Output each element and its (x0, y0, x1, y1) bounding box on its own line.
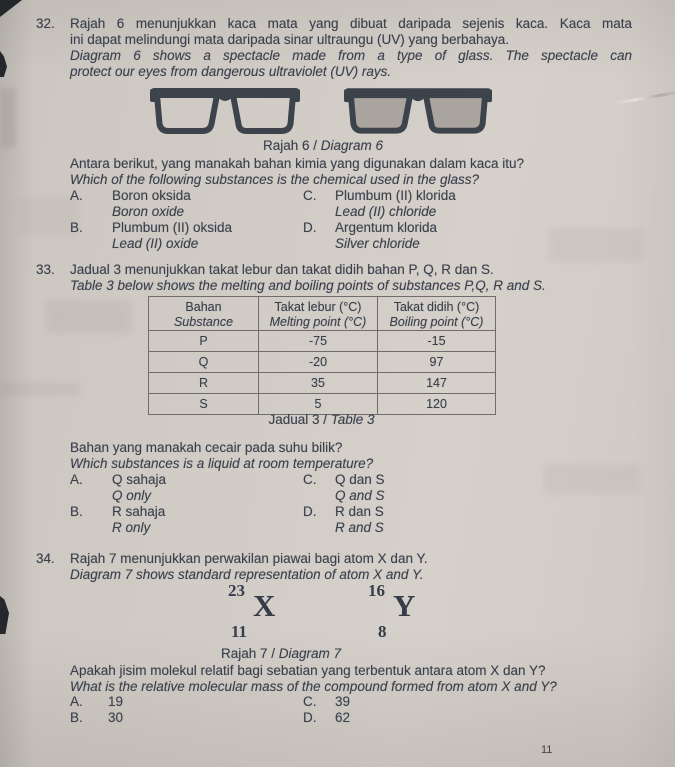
atomic-number: 11 (231, 622, 248, 641)
table-cell: 5 (259, 394, 378, 415)
table-cell: S (149, 394, 259, 415)
option-text-en: Q only (112, 488, 152, 503)
page-number: 11 (541, 744, 553, 756)
table-cell: -75 (259, 331, 378, 352)
option-text-ms: Plumbum (II) klorida (335, 188, 456, 203)
question-number-33: 33. (36, 262, 55, 277)
show-through-mark (0, 88, 16, 148)
table-cell: P (149, 331, 259, 352)
q33-option-c (303, 472, 385, 504)
header-substance (149, 297, 259, 331)
q33-option-a (70, 472, 166, 504)
option-text-ms: Plumbum (II) oksida (112, 220, 233, 235)
option-label: D. (303, 710, 317, 725)
show-through-mark (0, 382, 80, 396)
q34-intro-ms: Rajah 7 menunjukkan perwakilan piawai bagi atom X dan Y. (70, 551, 428, 566)
melting-boiling-table (148, 296, 496, 415)
table-cell: -20 (259, 352, 378, 373)
header-en: Melting point (°C) (269, 314, 367, 329)
option-text-ms: Argentum klorida (335, 220, 438, 235)
q32-intro-en-line2: protect our eyes from dangerous ultraviolet (UV) rays. (70, 64, 392, 79)
q33-intro-ms: Jadual 3 menunjukkan takat lebur dan takat didih bahan P, Q, R dan S. (70, 262, 494, 277)
q34-question-ms: Apakah jisim molekul relatif bagi sebatian yang terbentuk antara atom X dan Y? (70, 663, 546, 678)
option-text-en: Q and S (335, 488, 385, 503)
option-value: 30 (108, 710, 124, 725)
q32-question-ms: Antara berikut, yang manakah bahan kimia yang digunakan dalam kaca itu? (70, 156, 525, 171)
header-boiling-point (378, 297, 496, 331)
option-text-en: R and S (335, 520, 384, 535)
photo-edge-shadow (0, 596, 9, 634)
table-row (149, 331, 496, 352)
table-3-caption (148, 412, 495, 428)
element-symbol: X (253, 588, 276, 623)
option-label: B. (70, 220, 83, 235)
option-label: B. (70, 710, 83, 725)
option-text-ms: Boron oksida (112, 188, 191, 203)
option-label: A. (70, 472, 83, 487)
table-row (149, 352, 496, 373)
diagram-6-caption (70, 138, 576, 154)
caption-ms: Jadual 3 / (268, 412, 331, 427)
q34-option-b (70, 710, 123, 726)
q32-option-a (70, 188, 191, 220)
option-text-en: Boron oxide (112, 204, 185, 219)
caption-ms: Rajah 6 / (262, 138, 321, 153)
question-number-32: 32. (36, 16, 55, 31)
q34-option-a (70, 694, 123, 710)
table-cell: 97 (378, 352, 496, 373)
atom-y-notation (368, 582, 440, 644)
option-value: 39 (335, 694, 351, 709)
element-symbol: Y (393, 588, 416, 623)
q32-intro-en-line1: Diagram 6 shows a spectacle made from a type of glass. The spectacle can (70, 48, 632, 63)
header-en: Substance (173, 314, 234, 329)
q33-question-ms: Bahan yang manakah cecair pada suhu bilik? (70, 440, 343, 455)
q34-option-c (303, 694, 350, 710)
caption-ms: Rajah 7 / (220, 646, 279, 661)
caption-en: Table 3 (330, 412, 375, 427)
option-text-ms: R dan S (335, 504, 384, 519)
q33-option-d (303, 504, 384, 536)
q32-intro-ms-line1: Rajah 6 menunjukkan kaca mata yang dibuat daripada sejenis kaca. Kaca mata (70, 16, 632, 31)
q33-option-b (70, 504, 165, 536)
q32-question-en: Which of the following substances is the chemical used in the glass? (70, 172, 479, 187)
option-label: C. (303, 472, 317, 487)
option-text-ms: Q dan S (335, 472, 385, 487)
diagram-7-caption (70, 646, 492, 662)
q32-option-d (303, 220, 437, 252)
caption-en: Diagram 6 (320, 138, 384, 153)
option-label: A. (70, 694, 83, 709)
q32-option-c (303, 188, 456, 220)
q34-intro-en: Diagram 7 shows standard representation of atom X and Y. (70, 567, 424, 582)
option-text-en: Silver chloride (335, 236, 420, 251)
header-ms: Bahan (185, 299, 222, 314)
show-through-mark (548, 228, 644, 262)
tinted-spectacles-illustration (344, 84, 492, 136)
option-label: A. (70, 188, 83, 203)
option-text-en: Lead (II) oxide (112, 236, 199, 251)
option-label: C. (303, 694, 317, 709)
question-number-34: 34. (36, 551, 55, 566)
q34-question-en: What is the relative molecular mass of the compound formed from atom X and Y? (70, 679, 557, 694)
atom-x-notation (228, 582, 300, 644)
header-en: Boiling point (°C) (389, 314, 484, 329)
q33-intro-en: Table 3 below shows the melting and boiling points of substances P,Q, R and S. (70, 278, 546, 293)
mass-number: 23 (228, 581, 245, 600)
option-text-en: R only (112, 520, 151, 535)
option-label: B. (70, 504, 83, 519)
show-through-mark (46, 300, 132, 334)
option-text-en: Lead (II) chloride (335, 204, 437, 219)
atomic-number: 8 (378, 622, 387, 641)
table-cell: Q (149, 352, 259, 373)
paper-crease (612, 90, 675, 105)
table-cell: 120 (378, 394, 496, 415)
option-label: D. (303, 220, 317, 235)
caption-en: Diagram 7 (278, 646, 342, 661)
header-ms: Takat lebur (°C) (274, 299, 362, 314)
option-label: D. (303, 504, 317, 519)
table-cell: 35 (259, 373, 378, 394)
clear-spectacles-illustration (150, 84, 300, 136)
q32-intro-ms-line2: ini dapat melindungi mata daripada sinar ultraungu (UV) yang berbahaya. (70, 32, 510, 47)
q32-option-b (70, 220, 232, 252)
q34-option-d (303, 710, 350, 726)
table-cell: 147 (378, 373, 496, 394)
header-melting-point (259, 297, 378, 331)
option-text-ms: R sahaja (112, 504, 166, 519)
photo-edge-shadow (0, 51, 7, 77)
header-ms: Takat didih (°C) (393, 299, 480, 314)
option-label: C. (303, 188, 317, 203)
option-text-ms: Q sahaja (112, 472, 167, 487)
q33-question-en: Which substances is a liquid at room temperature? (70, 456, 374, 471)
option-value: 19 (108, 694, 124, 709)
table-row (149, 373, 496, 394)
mass-number: 16 (368, 581, 385, 600)
option-value: 62 (335, 710, 351, 725)
table-cell: R (149, 373, 259, 394)
photo-corner-shadow (0, 0, 22, 17)
table-header-row (149, 297, 496, 331)
table-cell: -15 (378, 331, 496, 352)
